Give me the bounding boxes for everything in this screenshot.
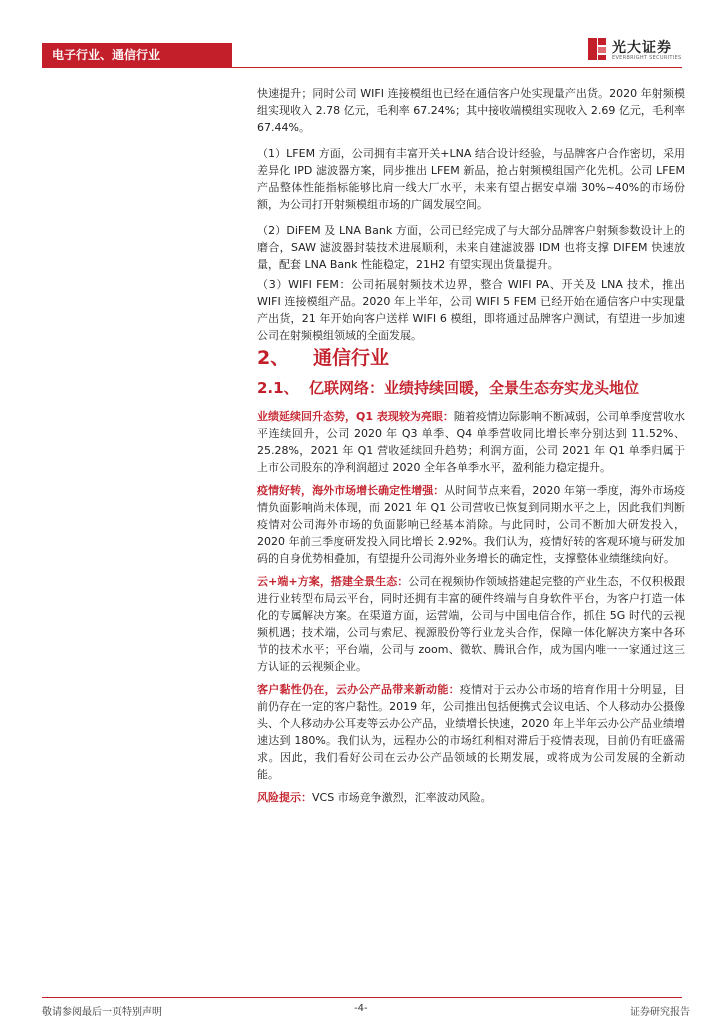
paragraph: （2）DiFEM 及 LNA Bank 方面，公司已经完成了与大部分品牌客户射频参数设计上的磨合，SAW 滤波器封装技术进展顺利，未来自建滤波器 IDM 也将支撑 DIFEM 快速放量，配套 LNA Bank 性能稳定，21H2 有望实现出货量提升。 <box>257 224 685 271</box>
footer-divider <box>42 997 682 998</box>
body-text-top <box>257 85 685 347</box>
paragraph-body: 公司在视频协作领域搭建起完整的产业生态，不仅积极跟进行业转型布局云平台，同时还拥有丰富的硬件终端与自身软件平台，为客户打造一体化的专属解决方案。在渠道方面，运营端，公司与中国电信合作，抓住 5G 时代的云视频机遇；技术端，公司与索尼、视源股份等行业龙头合作，保障一体化解决方案中各环节的技术水平；平台端，公司与 zoom、微软、腾讯合作，成为国内唯一一家通过这三方认证的云视频企业。 <box>257 575 686 673</box>
paragraph <box>257 789 685 806</box>
paragraph-body: VCS 市场竞争激烈，汇率波动风险。 <box>312 791 492 804</box>
paragraph-body: 随着疫情边际影响不断减弱，公司单季度营收水平连续回升，公司 2020 年 Q3 单季、Q4 单季营收同比增长率分别达到 11.52%、25.28%，2021 年 Q1 营收延续回升趋势；利润方面，公司 2021 年 Q1 单季归属于上市公司股东的净利润超过 2020 全年各单季水平，盈利能力稳定提升。 <box>257 410 685 474</box>
logo-mark-icon <box>586 36 608 62</box>
subsection-heading <box>257 377 687 401</box>
paragraph-lead: 疫情好转，海外市场增长确定性增强： <box>257 484 445 497</box>
page-number: -4- <box>354 1003 368 1014</box>
paragraph: 快速提升；同时公司 WIFI 连接模组也已经在通信客户处实现量产出货。2020 年射频模组实现收入 2.78 亿元，毛利率 67.24%；其中接收端模组实现收入 2.69 亿元，毛利率 67.44%。 <box>257 87 685 134</box>
brand-logo <box>586 36 696 64</box>
body-text-section <box>257 408 685 812</box>
paragraph: （1）LFEM 方面，公司拥有丰富开关+LNA 结合设计经验，与品牌客户合作密切，采用差异化 IPD 滤波器方案，同步推出 LFEM 新品，抢占射频模组国产化先机。公司 LFEM 产品整体性能指标能够比肩一线大厂水平，未来有望占据安卓端 30%~40%的市场份额，为公司打开射频模组市场的广阔发展空间。 <box>257 147 685 211</box>
paragraph-lead: 业绩延续回升态势，Q1 表现较为亮眼： <box>257 410 454 423</box>
section-heading <box>257 343 687 371</box>
paragraph <box>257 573 685 675</box>
paragraph <box>257 681 685 783</box>
section-title: 通信行业 <box>313 347 390 369</box>
logo-name: 光大证券 <box>612 40 672 56</box>
paragraph-body: 疫情对于云办公市场的培育作用十分明显，目前仍存在一定的客户黏性。2019 年，公司推出包括便携式会议电话、个人移动办公摄像头、个人移动办公耳麦等云办公产品，业绩增长快速，2020 年上半年云办公产品业绩增速达到 180%。我们认为，远程办公的市场红利相对滞后于疫情表现，目前仍有旺盛需求。因此，我们看好公司在云办公产品领域的长期发展，或将成为公司发展的全新动能。 <box>257 683 686 781</box>
paragraph: （3）WIFI FEM：公司拓展射频技术边界，整合 WIFI PA、开关及 LNA 技术，推出 WIFI 连接模组产品。2020 年上半年，公司 WIFI 5 FEM 已经开始在通信客户中实现量产出货，21 年开始向客户送样 WIFI 6 模组，即将通过品牌客户测试，有望进一步加速公司在射频模组领域的全面发展。 <box>257 278 685 342</box>
logo-english-name: EVERBRIGHT SECURITIES <box>612 55 682 61</box>
header-category: 电子行业、通信行业 <box>52 48 161 62</box>
paragraph-body: 从时间节点来看，2020 年第一季度，海外市场疫情负面影响尚未体现，而 2021 年 Q1 公司营收已恢复到同期水平之上，因此我们判断疫情对公司海外市场的负面影响已经基本消除。与此同时，公司不断加大研发投入，2020 年前三季度研发投入同比增长 2.92%。我们认为，疫情好转的客观环境与研发加码的自身优势相叠加，有望提升公司海外业务增长的确定性，支撑整体业绩继续向好。 <box>257 484 686 565</box>
subsection-number: 2.1、 <box>257 379 299 397</box>
section-number: 2、 <box>257 347 290 369</box>
paragraph-lead: 风险提示： <box>257 791 312 804</box>
subsection-title: 亿联网络：业绩持续回暖，全景生态夯实龙头地位 <box>309 379 640 397</box>
footer-disclaimer: 敬请参阅最后一页特别声明 <box>42 1007 162 1018</box>
footer-doc-type: 证券研究报告 <box>630 1007 690 1018</box>
paragraph <box>257 482 685 567</box>
paragraph <box>257 408 685 476</box>
paragraph-lead: 云+端+方案，搭建全景生态： <box>257 575 409 588</box>
paragraph-lead: 客户黏性仍在，云办公产品带来新动能： <box>257 683 460 696</box>
header-divider <box>42 67 682 68</box>
